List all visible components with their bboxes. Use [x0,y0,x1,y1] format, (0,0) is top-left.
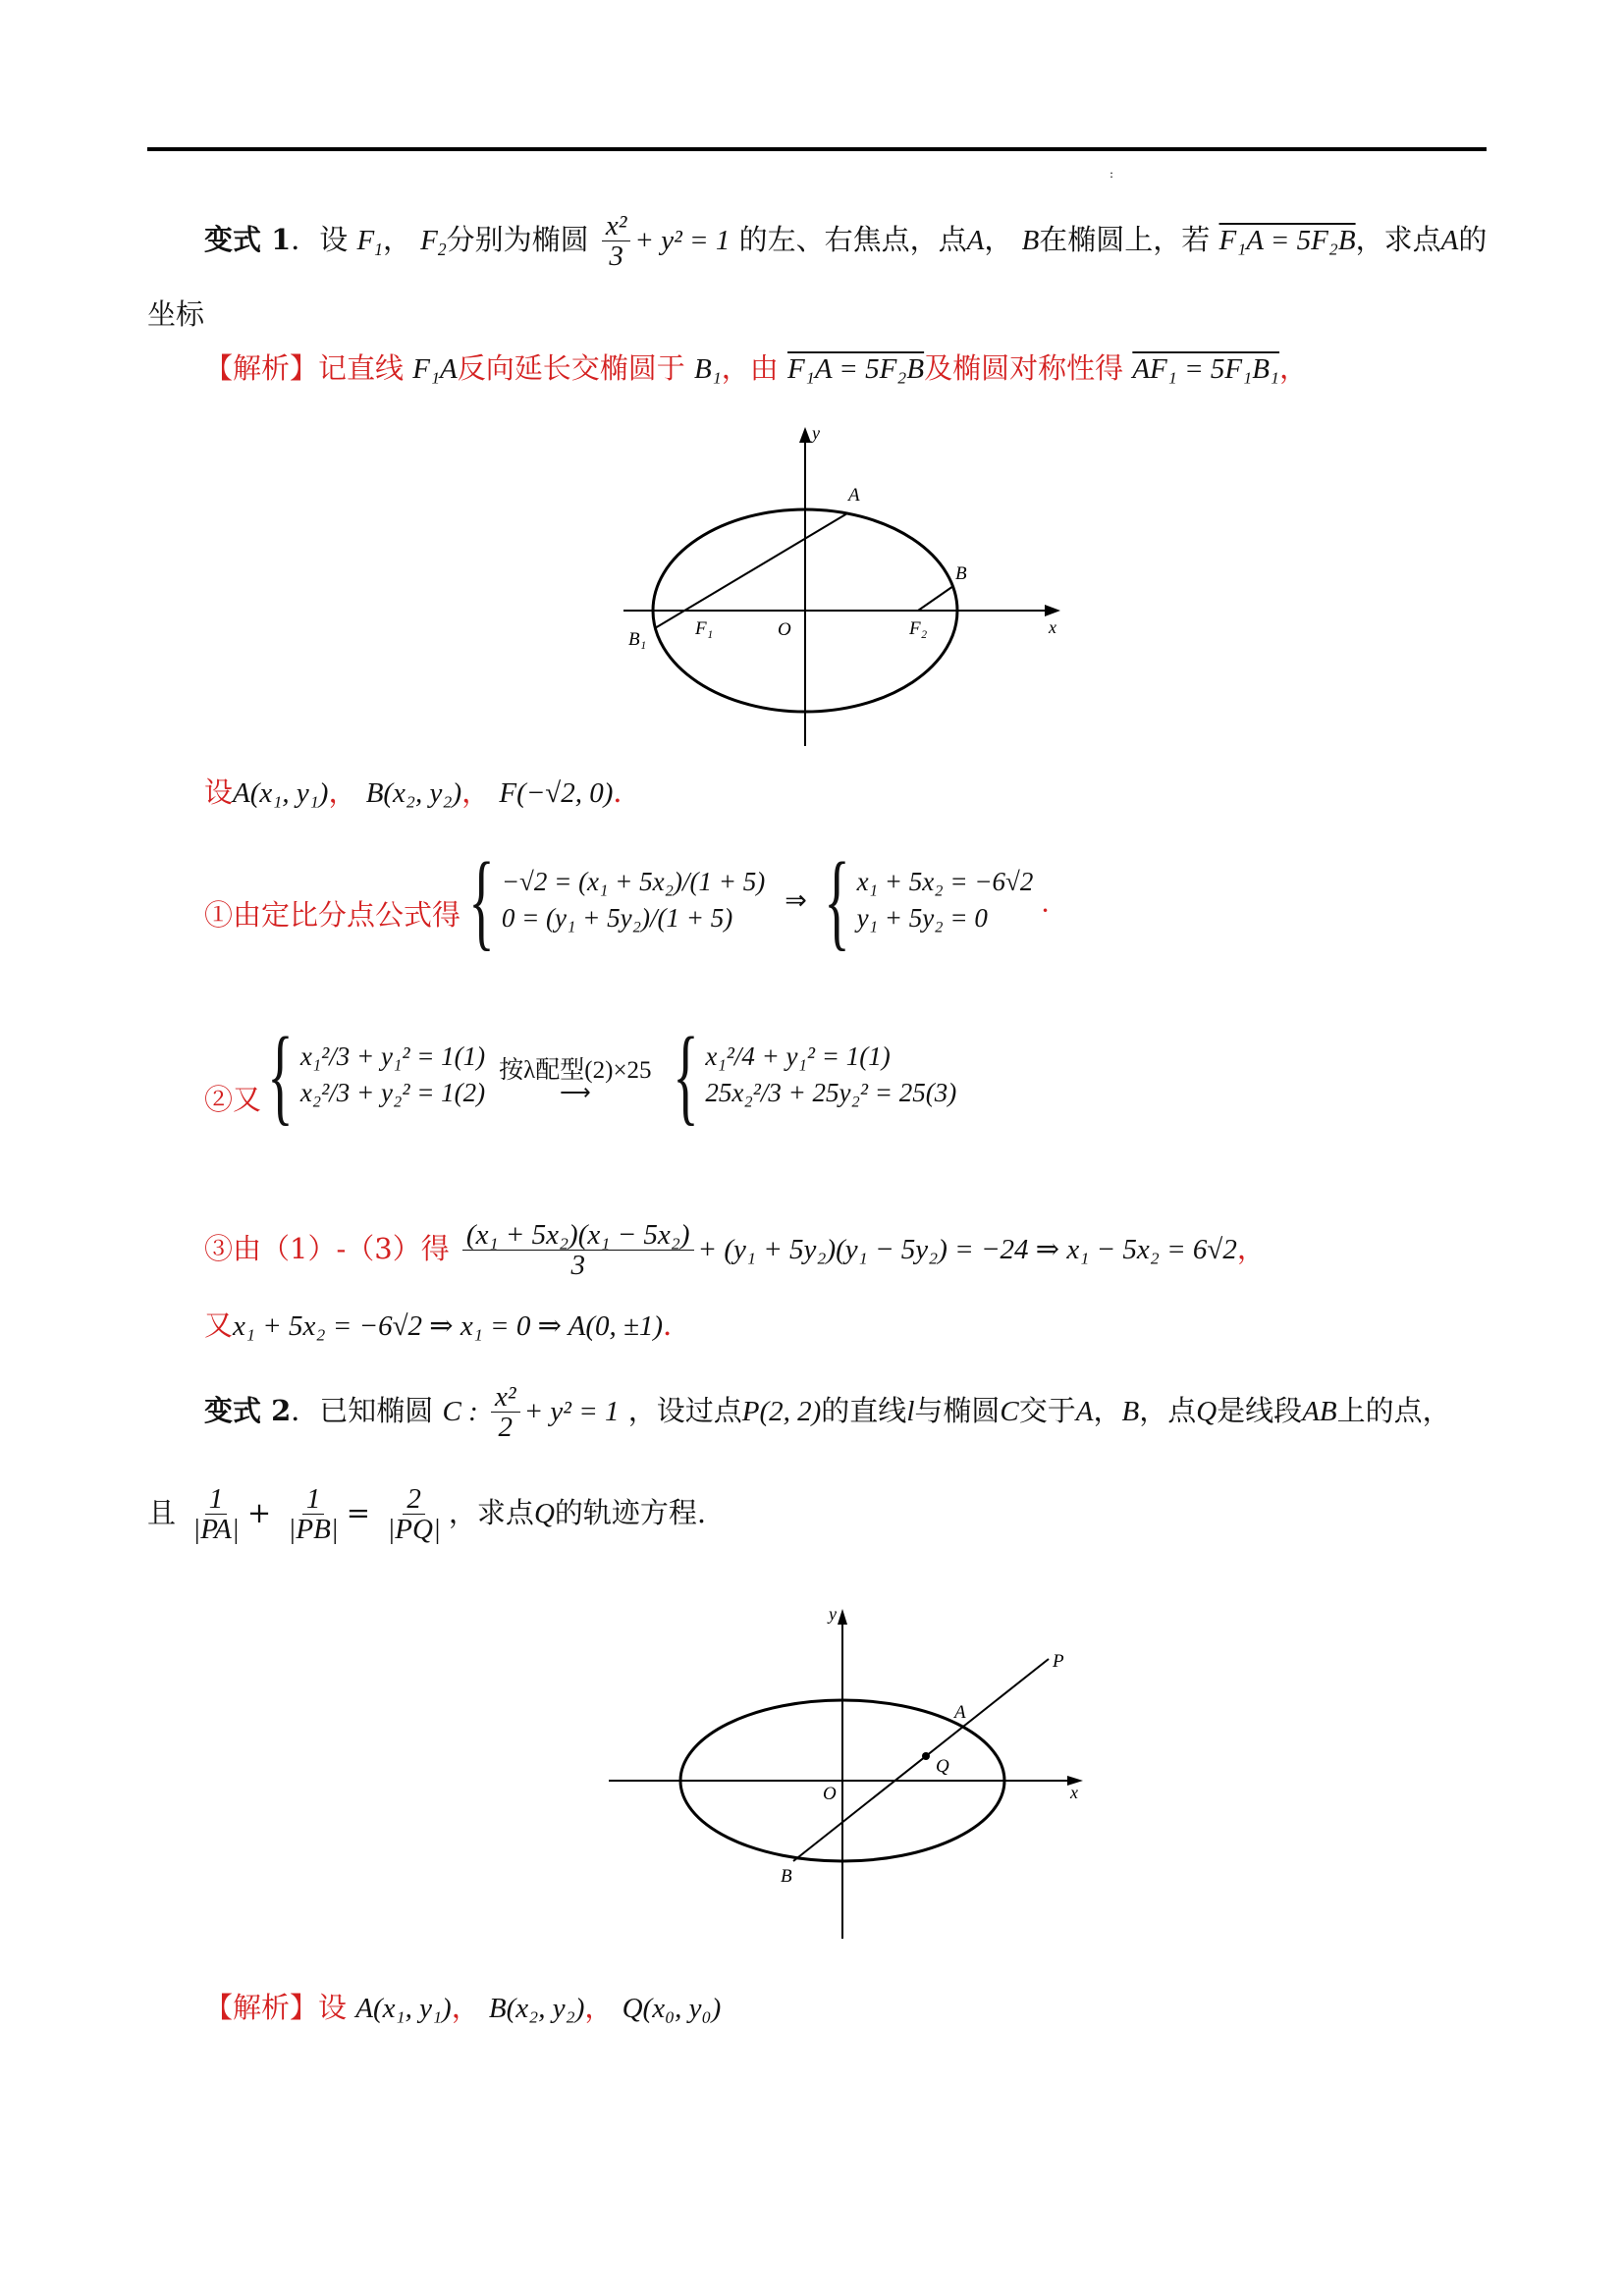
left-brace: { [824,840,850,960]
label-x: x [1049,617,1056,637]
variant2-statement: 变式 2．已知椭圆 C : $\frac{\text{x²}}{2}$ + y² = 1 ，设过点P(2, 2)的直线l与椭圆C交于A，B，点Q是线段AB上的点， [204,1381,1451,1444]
label-F1: F₁ [695,618,714,639]
y-axis-arrow-icon [799,427,811,443]
solution-bracket: 【解析】 [204,1991,319,2024]
variant1-label: 变式 1 [204,222,292,256]
label-y: y [829,1604,837,1624]
left-brace: { [468,840,495,960]
variant2-line2: 且 $\frac{1}{|PA|}$ + $\frac{1}{|PB|}$ = $\frac{2}{|PQ|}$ ，求点Q的轨迹方程. [147,1483,707,1546]
set-points-line: 设A(x₁, y₁)， B(x₂, y₂)， F(−√2, 0)． [204,775,642,809]
vector-equation: F₁A = 5F₂B [1218,224,1356,256]
ellipse-fraction: $\frac{\text{x²}}{3}$ [602,211,631,272]
label-B: B [781,1866,792,1887]
line-l [793,1659,1049,1861]
variant2-label: 变式 2 [204,1393,292,1427]
x-axis-arrow-icon [1045,605,1060,616]
figure1-ellipse [609,417,1070,756]
label-A: A [954,1702,966,1723]
step2-label: ②又 [204,1083,262,1116]
label-O: O [823,1784,837,1804]
solution1-intro: 【解析】记直线 F₁A反向延长交椭圆于 B₁，由 F₁A = 5F₂B及椭圆对称性得 AF₁ = 5F₁B₁， [204,351,1309,385]
label-B: B [955,563,967,584]
label-A: A [848,485,860,506]
header-mark: : [1110,167,1114,181]
label-x: x [1070,1783,1078,1802]
label-F2: F₂ [909,618,928,639]
variant1-statement: 变式 1．设 $F_1$， $F_2$分别为椭圆 $\frac{\text{x²}}{3}$ + y² = 1 的左、右焦点，点A， B在椭圆上，若 F₁A = 5F₂B，求点A的 [204,210,1488,273]
label-P: P [1053,1651,1064,1672]
step3-line: ③由（1）-（3）得 $\frac{\text{(x₁ + 5x₂)(x₁ − 5x₂)}}{3}$ + (y₁ + 5y₂)(y₁ − 5y₂) = −24 ⇒ x₁ − 5x₂ = 6√2， [204,1219,1266,1282]
step4-line: 又x₁ + 5x₂ = −6√2 ⇒ x₁ = 0 ⇒ A(0, ±1)． [204,1308,692,1342]
point-Q [922,1752,930,1760]
variant1-line2: 坐标 [147,297,205,331]
label-B1: B₁ [628,629,647,650]
solution-bracket: 【解析】 [204,351,319,385]
step2-system: { x₁²/3 + y₁² = 1(1) x₂²/3 + y₂² = 1(2) 按λ配型(2)×25 ⟶ { x₁²/4 + y₁² = 1(1) 25x₂²/3 + 25y₂² = 25(3) [267,1015,957,1135]
step1-label: ①由定比分点公式得 [204,898,461,932]
segment-F2-B [918,586,953,611]
label-Q: Q [936,1756,949,1777]
left-brace: { [267,1015,294,1135]
step1-system: { −√2 = (x₁ + 5x₂)/(1 + 5) 0 = (y₁ + 5y₂)/(1 + 5) ⇒ { x₁ + 5x₂ = −6√2 y₁ + 5y₂ = 0 ． [468,840,1068,960]
solution2-intro: 【解析】设 A(x₁, y₁)， B(x₂, y₂)， Q(x₀, y₀) [204,1991,722,2024]
y-axis-arrow-icon [838,1609,847,1625]
long-arrow-icon: ⟶ [560,1080,591,1104]
header-rule [147,147,1487,151]
left-brace: { [672,1015,699,1135]
figure2-ellipse [599,1600,1110,1953]
label-O: O [778,619,791,640]
label-y: y [812,423,820,443]
transform-arrow: 按λ配型(2)×25 ⟶ [499,1057,652,1104]
